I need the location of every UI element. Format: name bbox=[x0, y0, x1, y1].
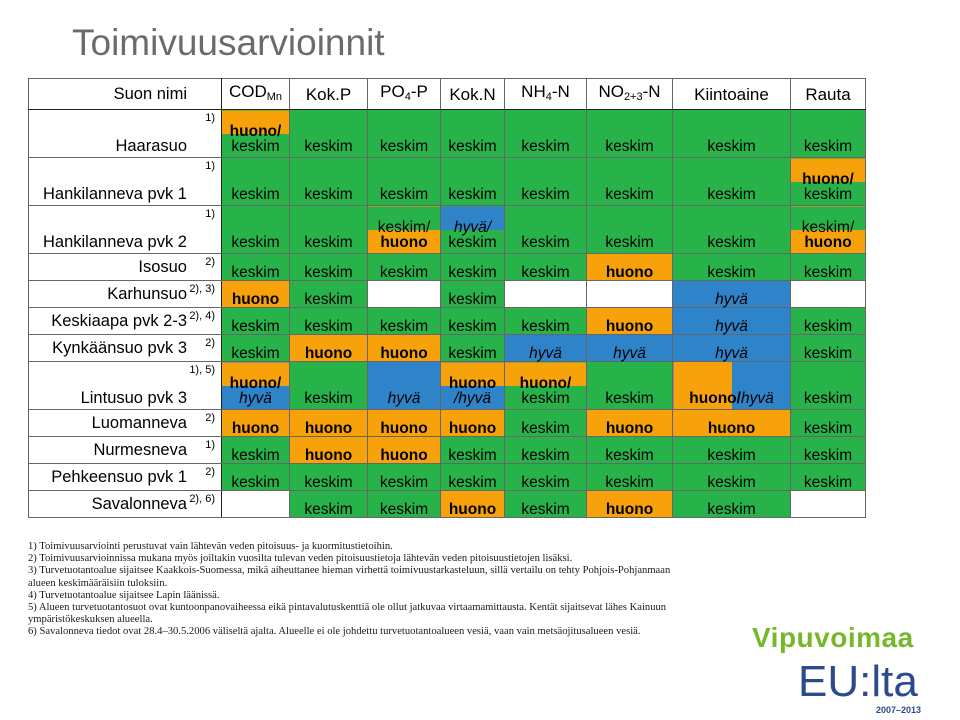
rating-cell-no23n bbox=[587, 281, 673, 308]
rating-line-2: keskim bbox=[231, 138, 280, 155]
rating-cell-nh4n bbox=[505, 464, 587, 491]
rating-text: keskim bbox=[707, 447, 756, 464]
rating-cell-po4p bbox=[368, 335, 441, 362]
rating-text: keskim bbox=[605, 138, 654, 155]
rating-text: keskim bbox=[521, 234, 570, 251]
rating-cell-nh4n bbox=[505, 281, 587, 308]
rating-text: keskim bbox=[448, 318, 497, 335]
rating-line-1: huono/ bbox=[229, 375, 282, 392]
column-header-no23n: NO2+3-N bbox=[587, 79, 673, 110]
rating-cell-nh4n bbox=[505, 254, 587, 281]
rating-text: keskim bbox=[379, 474, 429, 491]
site-name-text: Luomanneva bbox=[91, 413, 187, 432]
rating-text: keskim bbox=[379, 264, 429, 281]
rating-cell-kokn bbox=[441, 281, 505, 308]
rating-cell-cod bbox=[222, 281, 290, 308]
rating-text: keskim bbox=[803, 345, 853, 362]
site-name-text: Hankilanneva pvk 2 bbox=[42, 233, 187, 251]
rating-text: huono bbox=[448, 420, 497, 437]
rating-text: huono bbox=[605, 264, 654, 281]
rating-cell-rauta bbox=[791, 437, 866, 464]
rating-text: keskim bbox=[803, 264, 853, 281]
site-name-text: Haarasuo bbox=[115, 137, 187, 155]
rating-cell-no23n bbox=[587, 158, 673, 206]
evaluation-table bbox=[28, 78, 866, 518]
rating-cell-kiintoaine bbox=[673, 206, 791, 254]
rating-text: keskim bbox=[379, 138, 429, 155]
footnote-ref: 2), 6) bbox=[189, 493, 215, 505]
rating-text: keskim bbox=[448, 447, 497, 464]
rating-cell-kokp bbox=[290, 110, 368, 158]
rating-cell-no23n bbox=[587, 362, 673, 410]
footnote-line: 2) Toimivuusarvioinnissa mukana myös joiltakin vuosilta tulevan veden pitoisuustietoja lähtevän veden pitoisuustietojen lisäksi. bbox=[28, 553, 573, 565]
rating-cell-rauta bbox=[791, 158, 866, 206]
rating-text: keskim bbox=[304, 291, 353, 308]
rating-cell-rauta bbox=[791, 491, 866, 518]
table-row bbox=[29, 110, 866, 158]
rating-text: keskim bbox=[803, 318, 853, 335]
rating-text: keskim bbox=[448, 474, 497, 491]
site-name-text: Pehkeensuo pvk 1 bbox=[51, 467, 187, 486]
rating-cell-kiintoaine bbox=[673, 281, 791, 308]
rating-text: keskim bbox=[803, 420, 853, 437]
rating-cell-kokn bbox=[441, 437, 505, 464]
rating-text: keskim bbox=[379, 186, 429, 203]
rating-cell-cod bbox=[222, 410, 290, 437]
rating-cell-no23n bbox=[587, 254, 673, 281]
rating-text: keskim bbox=[304, 186, 353, 203]
rating-text: keskim bbox=[707, 474, 756, 491]
site-name bbox=[29, 335, 222, 362]
rating-cell-rauta bbox=[791, 110, 866, 158]
table-row bbox=[29, 410, 866, 437]
rating-cell-kiintoaine bbox=[673, 437, 791, 464]
column-header-rauta: Rauta bbox=[791, 79, 866, 110]
rating-cell-kokn bbox=[441, 110, 505, 158]
table-row bbox=[29, 158, 866, 206]
rating-cell-kokn bbox=[441, 254, 505, 281]
site-name bbox=[29, 410, 222, 437]
footnote-ref: 1) bbox=[205, 439, 215, 451]
table-row bbox=[29, 362, 866, 410]
rating-line-2: huono bbox=[804, 234, 852, 251]
rating-line-1: huono/ bbox=[229, 123, 282, 140]
rating-cell-no23n bbox=[587, 308, 673, 335]
rating-cell-po4p bbox=[368, 437, 441, 464]
rating-cell-kokp bbox=[290, 362, 368, 410]
rating-cell-kokn bbox=[441, 158, 505, 206]
rating-cell-kokn bbox=[441, 335, 505, 362]
rating-cell-cod bbox=[222, 437, 290, 464]
rating-cell-nh4n bbox=[505, 491, 587, 518]
site-name-text: Nurmesneva bbox=[93, 440, 187, 459]
rating-cell-po4p bbox=[368, 410, 441, 437]
rating-text: hyvä bbox=[715, 345, 748, 362]
rating-text: hyvä bbox=[715, 318, 748, 335]
rating-text: huono bbox=[304, 345, 353, 362]
column-header-cod: CODMn bbox=[222, 79, 290, 110]
rating-cell-cod bbox=[222, 335, 290, 362]
rating-cell-rauta bbox=[791, 308, 866, 335]
site-name-text: Hankilanneva pvk 1 bbox=[42, 185, 187, 203]
footnote-ref: 2) bbox=[205, 412, 215, 424]
rating-text: keskim bbox=[231, 318, 280, 335]
rating-cell-nh4n bbox=[505, 206, 587, 254]
rating-cell-no23n bbox=[587, 410, 673, 437]
rating-text: huono bbox=[380, 420, 428, 437]
rating-text: keskim bbox=[521, 318, 570, 335]
rating-line-1: keskim/ bbox=[801, 219, 855, 236]
footnote-ref: 1), 5) bbox=[189, 364, 215, 376]
rating-text: keskim bbox=[231, 345, 280, 362]
rating-cell-kiintoaine bbox=[673, 254, 791, 281]
rating-cell-cod bbox=[222, 158, 290, 206]
site-name-text: Lintusuo pvk 3 bbox=[80, 389, 187, 407]
rating-cell-rauta bbox=[791, 254, 866, 281]
logo-line-2: EU:lta bbox=[798, 657, 918, 706]
rating-cell-cod bbox=[222, 464, 290, 491]
rating-text: keskim bbox=[605, 474, 654, 491]
rating-text: huono bbox=[380, 345, 428, 362]
rating-line-2: hyvä bbox=[239, 390, 272, 407]
page-title: Toimivuusarvioinnit bbox=[72, 22, 385, 63]
footnote-ref: 2) bbox=[205, 337, 215, 349]
rating-cell-cod bbox=[222, 308, 290, 335]
rating-text: keskim bbox=[707, 186, 756, 203]
rating-cell-po4p bbox=[368, 110, 441, 158]
table-row bbox=[29, 335, 866, 362]
rating-text: huono bbox=[304, 420, 353, 437]
footnote-line: 3) Turvetuotantoalue sijaitsee Kaakkois-Suomessa, mikä aiheuttanee hieman virhettä toimivuustarkasteluun, sillä vertailu on tehty Pohjois-Pohjanmaan alueen keskimääräisiin tuloksiin. bbox=[28, 565, 671, 589]
rating-cell-kokp bbox=[290, 158, 368, 206]
rating-text: keskim bbox=[304, 138, 353, 155]
rating-cell-kokp bbox=[290, 206, 368, 254]
site-name bbox=[29, 308, 222, 335]
rating-text: keskim bbox=[605, 447, 654, 464]
rating-cell-cod bbox=[222, 110, 290, 158]
site-name-text: Isosuo bbox=[138, 257, 187, 276]
rating-line-2: huono bbox=[380, 234, 428, 251]
rating-text: keskim bbox=[605, 186, 654, 203]
rating-cell-kiintoaine bbox=[673, 158, 791, 206]
rating-cell-rauta bbox=[791, 464, 866, 491]
rating-text: keskim bbox=[803, 447, 853, 464]
rating-text: keskim bbox=[231, 264, 280, 281]
rating-cell-kokp bbox=[290, 464, 368, 491]
rating-text: keskim bbox=[707, 138, 756, 155]
rating-cell-nh4n bbox=[505, 437, 587, 464]
table-row bbox=[29, 464, 866, 491]
site-name bbox=[29, 464, 222, 491]
rating-text: huono bbox=[380, 447, 428, 464]
table-row bbox=[29, 437, 866, 464]
rating-text: keskim bbox=[605, 234, 654, 251]
rating-text: keskim bbox=[448, 345, 497, 362]
rating-text: hyvä bbox=[715, 291, 748, 308]
column-header-po4p: PO4-P bbox=[368, 79, 441, 110]
rating-text: keskim bbox=[448, 186, 497, 203]
table-row bbox=[29, 254, 866, 281]
footnote-ref: 1) bbox=[205, 208, 215, 220]
site-name bbox=[29, 206, 222, 254]
rating-text: huono bbox=[448, 501, 497, 518]
rating-cell-cod bbox=[222, 491, 290, 518]
header-row bbox=[29, 79, 866, 110]
rating-text: keskim bbox=[304, 390, 353, 407]
rating-text: keskim bbox=[803, 390, 853, 407]
column-header-kokp: Kok.P bbox=[290, 79, 368, 110]
rating-text: keskim bbox=[803, 474, 853, 491]
rating-cell-rauta bbox=[791, 362, 866, 410]
site-name bbox=[29, 254, 222, 281]
footnote-ref: 2) bbox=[205, 466, 215, 478]
rating-cell-po4p bbox=[368, 206, 441, 254]
rating-text: hyvä bbox=[387, 390, 421, 407]
rating-line-2: /hyvä bbox=[453, 390, 492, 407]
rating-text: keskim bbox=[605, 390, 654, 407]
rating-text: keskim bbox=[304, 474, 353, 491]
rating-cell-nh4n bbox=[505, 158, 587, 206]
rating-cell-kiintoaine bbox=[673, 410, 791, 437]
rating-text: keskim bbox=[521, 186, 570, 203]
site-name bbox=[29, 110, 222, 158]
rating-cell-po4p bbox=[368, 254, 441, 281]
rating-text: keskim bbox=[521, 420, 570, 437]
rating-cell-po4p bbox=[368, 362, 441, 410]
rating-cell-nh4n bbox=[505, 335, 587, 362]
rating-cell-kokp bbox=[290, 491, 368, 518]
rating-cell-po4p bbox=[368, 464, 441, 491]
rating-cell-kokp bbox=[290, 410, 368, 437]
rating-cell-kokp bbox=[290, 254, 368, 281]
rating-cell-nh4n bbox=[505, 308, 587, 335]
rating-text: keskim bbox=[304, 264, 353, 281]
footnote-line: 4) Turvetuotantoalue sijaitsee Lapin läänissä. bbox=[28, 589, 220, 601]
rating-cell-no23n bbox=[587, 206, 673, 254]
rating-cell-kokn bbox=[441, 362, 505, 410]
rating-text: keskim bbox=[231, 186, 280, 203]
rating-text: huono bbox=[707, 420, 756, 437]
rating-cell-rauta bbox=[791, 206, 866, 254]
rating-cell-cod bbox=[222, 206, 290, 254]
column-header-name: Suon nimi bbox=[29, 79, 222, 110]
footnote-ref: 1) bbox=[205, 112, 215, 124]
rating-cell-kokp bbox=[290, 437, 368, 464]
site-name-text: Savalonneva bbox=[91, 494, 187, 513]
rating-cell-rauta bbox=[791, 410, 866, 437]
rating-text: keskim bbox=[304, 234, 353, 251]
rating-text: keskim bbox=[521, 501, 570, 518]
footnote-ref: 2) bbox=[205, 256, 215, 268]
rating-cell-kokn bbox=[441, 206, 505, 254]
rating-text: huono/hyvä bbox=[689, 390, 774, 407]
rating-cell-kiintoaine bbox=[673, 491, 791, 518]
rating-cell-kiintoaine bbox=[673, 464, 791, 491]
footnote-ref: 2), 4) bbox=[189, 310, 215, 322]
column-header-kokn: Kok.N bbox=[441, 79, 505, 110]
footnote-line: 5) Alueen turvetuotantosuot ovat kuntoonpanovaiheessa eikä pintavalutuskenttiä ole ollut jatkuvaa virtaamamittausta. Kentät sijaitsevat lähes Kainuun ympäristökeskuksen alueella. bbox=[28, 602, 667, 626]
rating-line-1: hyvä/ bbox=[453, 219, 492, 236]
footnote-ref: 1) bbox=[205, 160, 215, 172]
rating-line-1: huono/ bbox=[519, 375, 572, 392]
rating-cell-po4p bbox=[368, 158, 441, 206]
column-header-nh4n: NH4-N bbox=[505, 79, 587, 110]
logo-line-1: Vipuvoimaa bbox=[752, 622, 914, 653]
site-name bbox=[29, 437, 222, 464]
rating-text: keskim bbox=[231, 234, 280, 251]
rating-text: hyvä bbox=[613, 345, 646, 362]
table-row bbox=[29, 491, 866, 518]
rating-text: keskim bbox=[803, 138, 853, 155]
rating-text: keskim bbox=[521, 474, 570, 491]
rating-line-1: huono bbox=[448, 375, 497, 392]
rating-cell-kiintoaine bbox=[673, 308, 791, 335]
site-name bbox=[29, 158, 222, 206]
rating-cell-rauta bbox=[791, 281, 866, 308]
rating-cell-nh4n bbox=[505, 362, 587, 410]
footnote-line: 1) Toimivuusarviointi perustuvat vain lähtevän veden pitoisuus- ja kuormitustietoihin. bbox=[28, 541, 393, 552]
rating-cell-kokn bbox=[441, 308, 505, 335]
rating-text: hyvä bbox=[529, 345, 562, 362]
site-name bbox=[29, 281, 222, 308]
table-row bbox=[29, 308, 866, 335]
rating-text: keskim bbox=[521, 264, 570, 281]
rating-text: keskim bbox=[521, 447, 570, 464]
rating-cell-no23n bbox=[587, 110, 673, 158]
rating-line-1: keskim/ bbox=[377, 219, 431, 236]
rating-line-1: huono/ bbox=[802, 171, 854, 188]
rating-cell-no23n bbox=[587, 491, 673, 518]
footnotes bbox=[28, 541, 678, 639]
site-name bbox=[29, 362, 222, 410]
rating-cell-kokp bbox=[290, 281, 368, 308]
rating-cell-no23n bbox=[587, 335, 673, 362]
rating-line-2: keskim bbox=[521, 390, 570, 407]
rating-text: huono bbox=[304, 447, 353, 464]
vipuvoimaa-eu-logo bbox=[752, 622, 952, 715]
rating-text: keskim bbox=[231, 474, 280, 491]
rating-cell-nh4n bbox=[505, 110, 587, 158]
rating-text: huono bbox=[605, 318, 654, 335]
rating-text: keskim bbox=[448, 138, 497, 155]
rating-text: huono bbox=[605, 420, 654, 437]
rating-cell-nh4n bbox=[505, 410, 587, 437]
footnote-ref: 2), 3) bbox=[189, 283, 215, 295]
rating-cell-no23n bbox=[587, 464, 673, 491]
site-name-text: Karhunsuo bbox=[107, 284, 187, 303]
rating-cell-po4p bbox=[368, 308, 441, 335]
logo-line-3: 2007–2013 bbox=[876, 705, 922, 715]
rating-text: keskim bbox=[379, 318, 429, 335]
rating-text: huono bbox=[231, 291, 280, 308]
rating-text: keskim bbox=[231, 447, 280, 464]
site-name-text: Kynkäänsuo pvk 3 bbox=[52, 338, 187, 357]
rating-text: keskim bbox=[304, 501, 353, 518]
rating-text: keskim bbox=[379, 501, 429, 518]
rating-line-2: keskim bbox=[803, 186, 853, 203]
rating-cell-kiintoaine bbox=[673, 110, 791, 158]
rating-cell-no23n bbox=[587, 437, 673, 464]
rating-cell-po4p bbox=[368, 491, 441, 518]
rating-cell-cod bbox=[222, 254, 290, 281]
table-row bbox=[29, 206, 866, 254]
rating-cell-po4p bbox=[368, 281, 441, 308]
rating-text: keskim bbox=[707, 501, 756, 518]
rating-cell-kokp bbox=[290, 335, 368, 362]
rating-cell-cod bbox=[222, 362, 290, 410]
column-header-kiintoaine: Kiintoaine bbox=[673, 79, 791, 110]
rating-line-2: keskim bbox=[448, 234, 497, 251]
rating-cell-kokn bbox=[441, 410, 505, 437]
rating-cell-kokn bbox=[441, 464, 505, 491]
rating-text: keskim bbox=[707, 234, 756, 251]
footnote-line: 6) Savalonneva tiedot ovat 28.4–30.5.2006 väliseltä ajalta. Alueelle ei ole johdettu turvetuotantoalueen vesiä, vaan vain metsäojitusalueen vesiä. bbox=[28, 626, 641, 638]
table-row bbox=[29, 281, 866, 308]
rating-text: keskim bbox=[521, 138, 570, 155]
rating-text: huono bbox=[605, 501, 654, 518]
rating-cell-kiintoaine bbox=[673, 362, 791, 410]
site-name bbox=[29, 491, 222, 518]
rating-text: huono bbox=[231, 420, 280, 437]
rating-cell-rauta bbox=[791, 335, 866, 362]
rating-text: keskim bbox=[448, 264, 497, 281]
rating-cell-kokn bbox=[441, 491, 505, 518]
rating-cell-kiintoaine bbox=[673, 335, 791, 362]
rating-text: keskim bbox=[304, 318, 353, 335]
site-name-text: Keskiaapa pvk 2-3 bbox=[51, 311, 187, 330]
rating-text: keskim bbox=[707, 264, 756, 281]
rating-text: keskim bbox=[448, 291, 497, 308]
rating-cell-kokp bbox=[290, 308, 368, 335]
